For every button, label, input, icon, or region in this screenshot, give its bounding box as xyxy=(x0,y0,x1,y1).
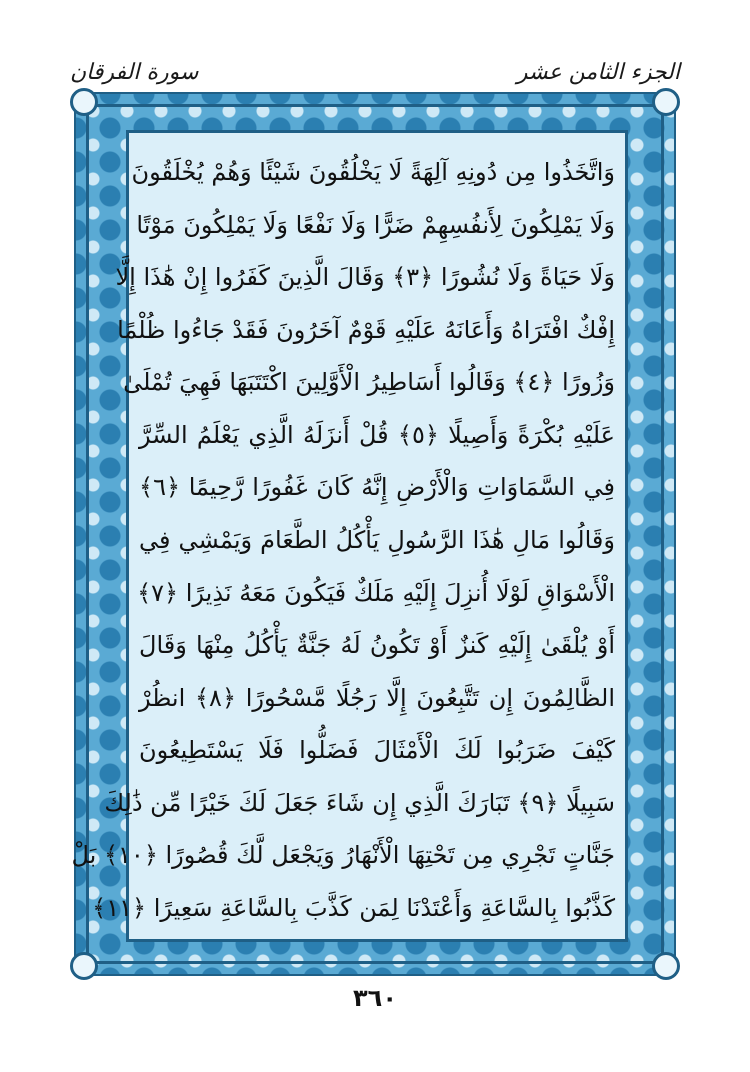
verse-line: جَنَّاتٍ تَجْرِي مِن تَحْتِهَا الْأَنْهَارُ وَيَجْعَل لَّكَ قُصُورًا ﴿١٠﴾ بَلْ xyxy=(71,841,615,870)
juz-title: الجزء الثامن عشر xyxy=(516,59,680,85)
verse-line: سَبِيلًا ﴿٩﴾ تَبَارَكَ الَّذِي إِن شَاءَ جَعَلَ لَكَ خَيْرًا مِّن ذَٰلِكَ xyxy=(104,788,615,817)
verse-line: كَيْفَ ضَرَبُوا لَكَ الْأَمْثَالَ فَضَلُّوا فَلَا يَسْتَطِيعُونَ xyxy=(139,736,615,765)
corner-ornament-icon xyxy=(70,88,98,116)
verse-line: وَقَالُوا مَالِ هَٰذَا الرَّسُولِ يَأْكُلُ الطَّعَامَ وَيَمْشِي فِي xyxy=(139,525,615,554)
verse-line: وَلَا يَمْلِكُونَ لِأَنفُسِهِمْ ضَرًّا وَلَا نَفْعًا وَلَا يَمْلِكُونَ مَوْتًا xyxy=(136,210,615,239)
corner-ornament-icon xyxy=(652,952,680,980)
corner-ornament-icon xyxy=(70,952,98,980)
verse-line: أَوْ يُلْقَىٰ إِلَيْهِ كَنزٌ أَوْ تَكُونُ لَهُ جَنَّةٌ يَأْكُلُ مِنْهَا وَقَالَ xyxy=(139,631,615,660)
verse-line: الظَّالِمُونَ إِن تَتَّبِعُونَ إِلَّا رَجُلًا مَّسْحُورًا ﴿٨﴾ انظُرْ xyxy=(139,683,615,712)
verse-line: إِفْكٌ افْتَرَاهُ وَأَعَانَهُ عَلَيْهِ قَوْمٌ آخَرُونَ فَقَدْ جَاءُوا ظُلْمًا xyxy=(117,315,615,344)
verse-line: عَلَيْهِ بُكْرَةً وَأَصِيلًا ﴿٥﴾ قُلْ أَنزَلَهُ الَّذِي يَعْلَمُ السِّرَّ xyxy=(139,420,616,449)
verse-line: الْأَسْوَاقِ لَوْلَا أُنزِلَ إِلَيْهِ مَلَكٌ فَيَكُونَ مَعَهُ نَذِيرًا ﴿٧﴾ xyxy=(137,578,615,607)
verse-line: وَزُورًا ﴿٤﴾ وَقَالُوا أَسَاطِيرُ الْأَوَّلِينَ اكْتَتَبَهَا فَهِيَ تُمْلَىٰ xyxy=(123,368,615,397)
page-number: ٣٦٠ xyxy=(353,984,397,1012)
verse-line: فِي السَّمَاوَاتِ وَالْأَرْضِ إِنَّهُ كَانَ غَفُورًا رَّحِيمًا ﴿٦﴾ xyxy=(139,473,615,502)
ornamental-frame xyxy=(71,92,676,976)
page-header xyxy=(70,52,680,92)
corner-ornament-icon xyxy=(652,88,680,116)
verse-line: كَذَّبُوا بِالسَّاعَةِ وَأَعْتَدْنَا لِمَن كَذَّبَ بِالسَّاعَةِ سَعِيرًا ﴿١١﴾ xyxy=(92,893,615,922)
verse-text-panel xyxy=(71,130,628,942)
verse-line: وَاتَّخَذُوا مِن دُونِهِ آلِهَةً لَا يَخْلُقُونَ شَيْئًا وَهُمْ يُخْلَقُونَ xyxy=(131,158,615,186)
surah-title: سورة الفرقان xyxy=(70,59,199,85)
verse-line: وَلَا حَيَاةً وَلَا نُشُورًا ﴿٣﴾ وَقَالَ الَّذِينَ كَفَرُوا إِنْ هَٰذَا إِلَّا xyxy=(115,263,615,292)
